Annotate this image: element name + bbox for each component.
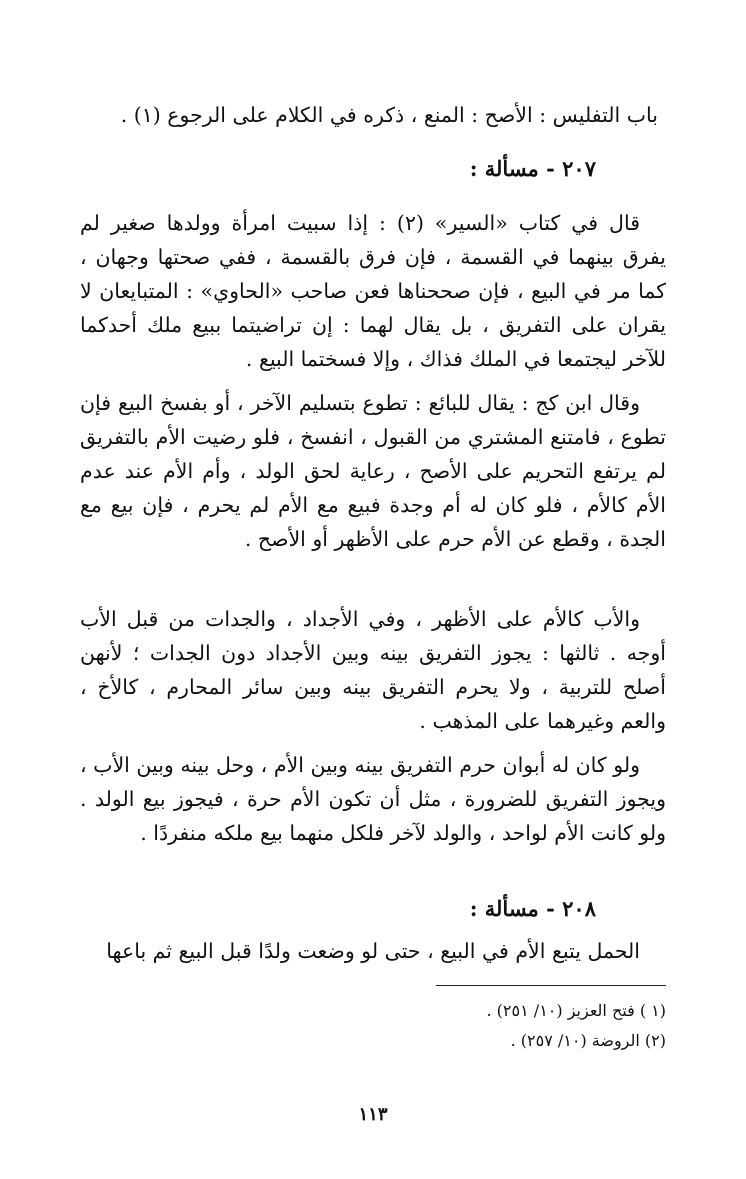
footnote-2: (٢) الروضة (١٠/ ٢٥٧) . (510, 1031, 666, 1050)
paragraph-two-parents: ولو كان له أبوان حرم التفريق بينه وبين الأم ، وحل بينه وبين الأب ، ويجوز التفريق للضرورة ، مثل أن تكون الأم حرة ، فيجوز بيع الولد . ولو كانت الأم لواحد ، والولد لآخر فلكل منهما بيع ملكه منفردًا . (80, 753, 666, 845)
paragraph-father-like-mother: والأب كالأم على الأظهر ، وفي الأجداد ، والجدات من قبل الأب أوجه . ثالثها : يجوز التفريق بينه وبين الأجداد دون الجدات ؛ لأنهن أصلح للتربية ، ولا يحرم التفريق بينه وبين سائر المحارم ، كالأخ ، والعم وغيرهما على المذهب . (80, 607, 666, 733)
paragraph-ibn-kajj-opinion: وقال ابن كج : يقال للبائع : تطوع بتسليم الآخر ، أو بفسخ البيع فإن تطوع ، فامتنع المشتري من القبول ، انفسخ ، فلو رضيت الأم بالتفريق لم يرتفع التحريم على الأصح ، رعاية لحق الولد ، وأم الأم عند عدم الأم كالأم ، فلو كان له أم وجدة فبيع مع الأم لم يحرم ، فإن بيع مع الجدة ، وقطع عن الأم حرم على الأظهر أو الأصح . (80, 391, 666, 551)
paragraph-captives-separation: قال في كتاب «السير» (٢) : إذا سبيت امرأة وولدها صغير لم يفرق بينهما في القسمة ، فإن فرق بالقسمة ، ففي صحتها وجهان ، كما مر في البيع ، فإن صححناها فعن صاحب «الحاوي» : المتبايعان لا يقران على التفريق ، بل يقال لهما : إن تراضيتما ببيع ملك أحدكما للآخر ليجتمعا في الملك فذاك ، وإلا فسختما البيع . (80, 211, 666, 371)
heading-masala-208: ٢٠٨ - مسألة : (469, 896, 596, 921)
paragraph-pregnancy-follows-mother: الحمل يتبع الأم في البيع ، حتى لو وضعت ولدًا قبل البيع ثم باعها (106, 939, 640, 963)
page-number: ١١٣ (358, 1104, 388, 1125)
heading-masala-207: ٢٠٧ - مسألة : (469, 156, 596, 181)
footnote-divider (436, 985, 666, 986)
footnote-1: (١ ) فتح العزيز (١٠/ ٢٥١) . (486, 1001, 666, 1020)
continuation-line: باب التفليس : الأصح : المنع ، ذكره في الكلام على الرجوع (١) . (120, 103, 658, 127)
footnotes (80, 996, 666, 1056)
